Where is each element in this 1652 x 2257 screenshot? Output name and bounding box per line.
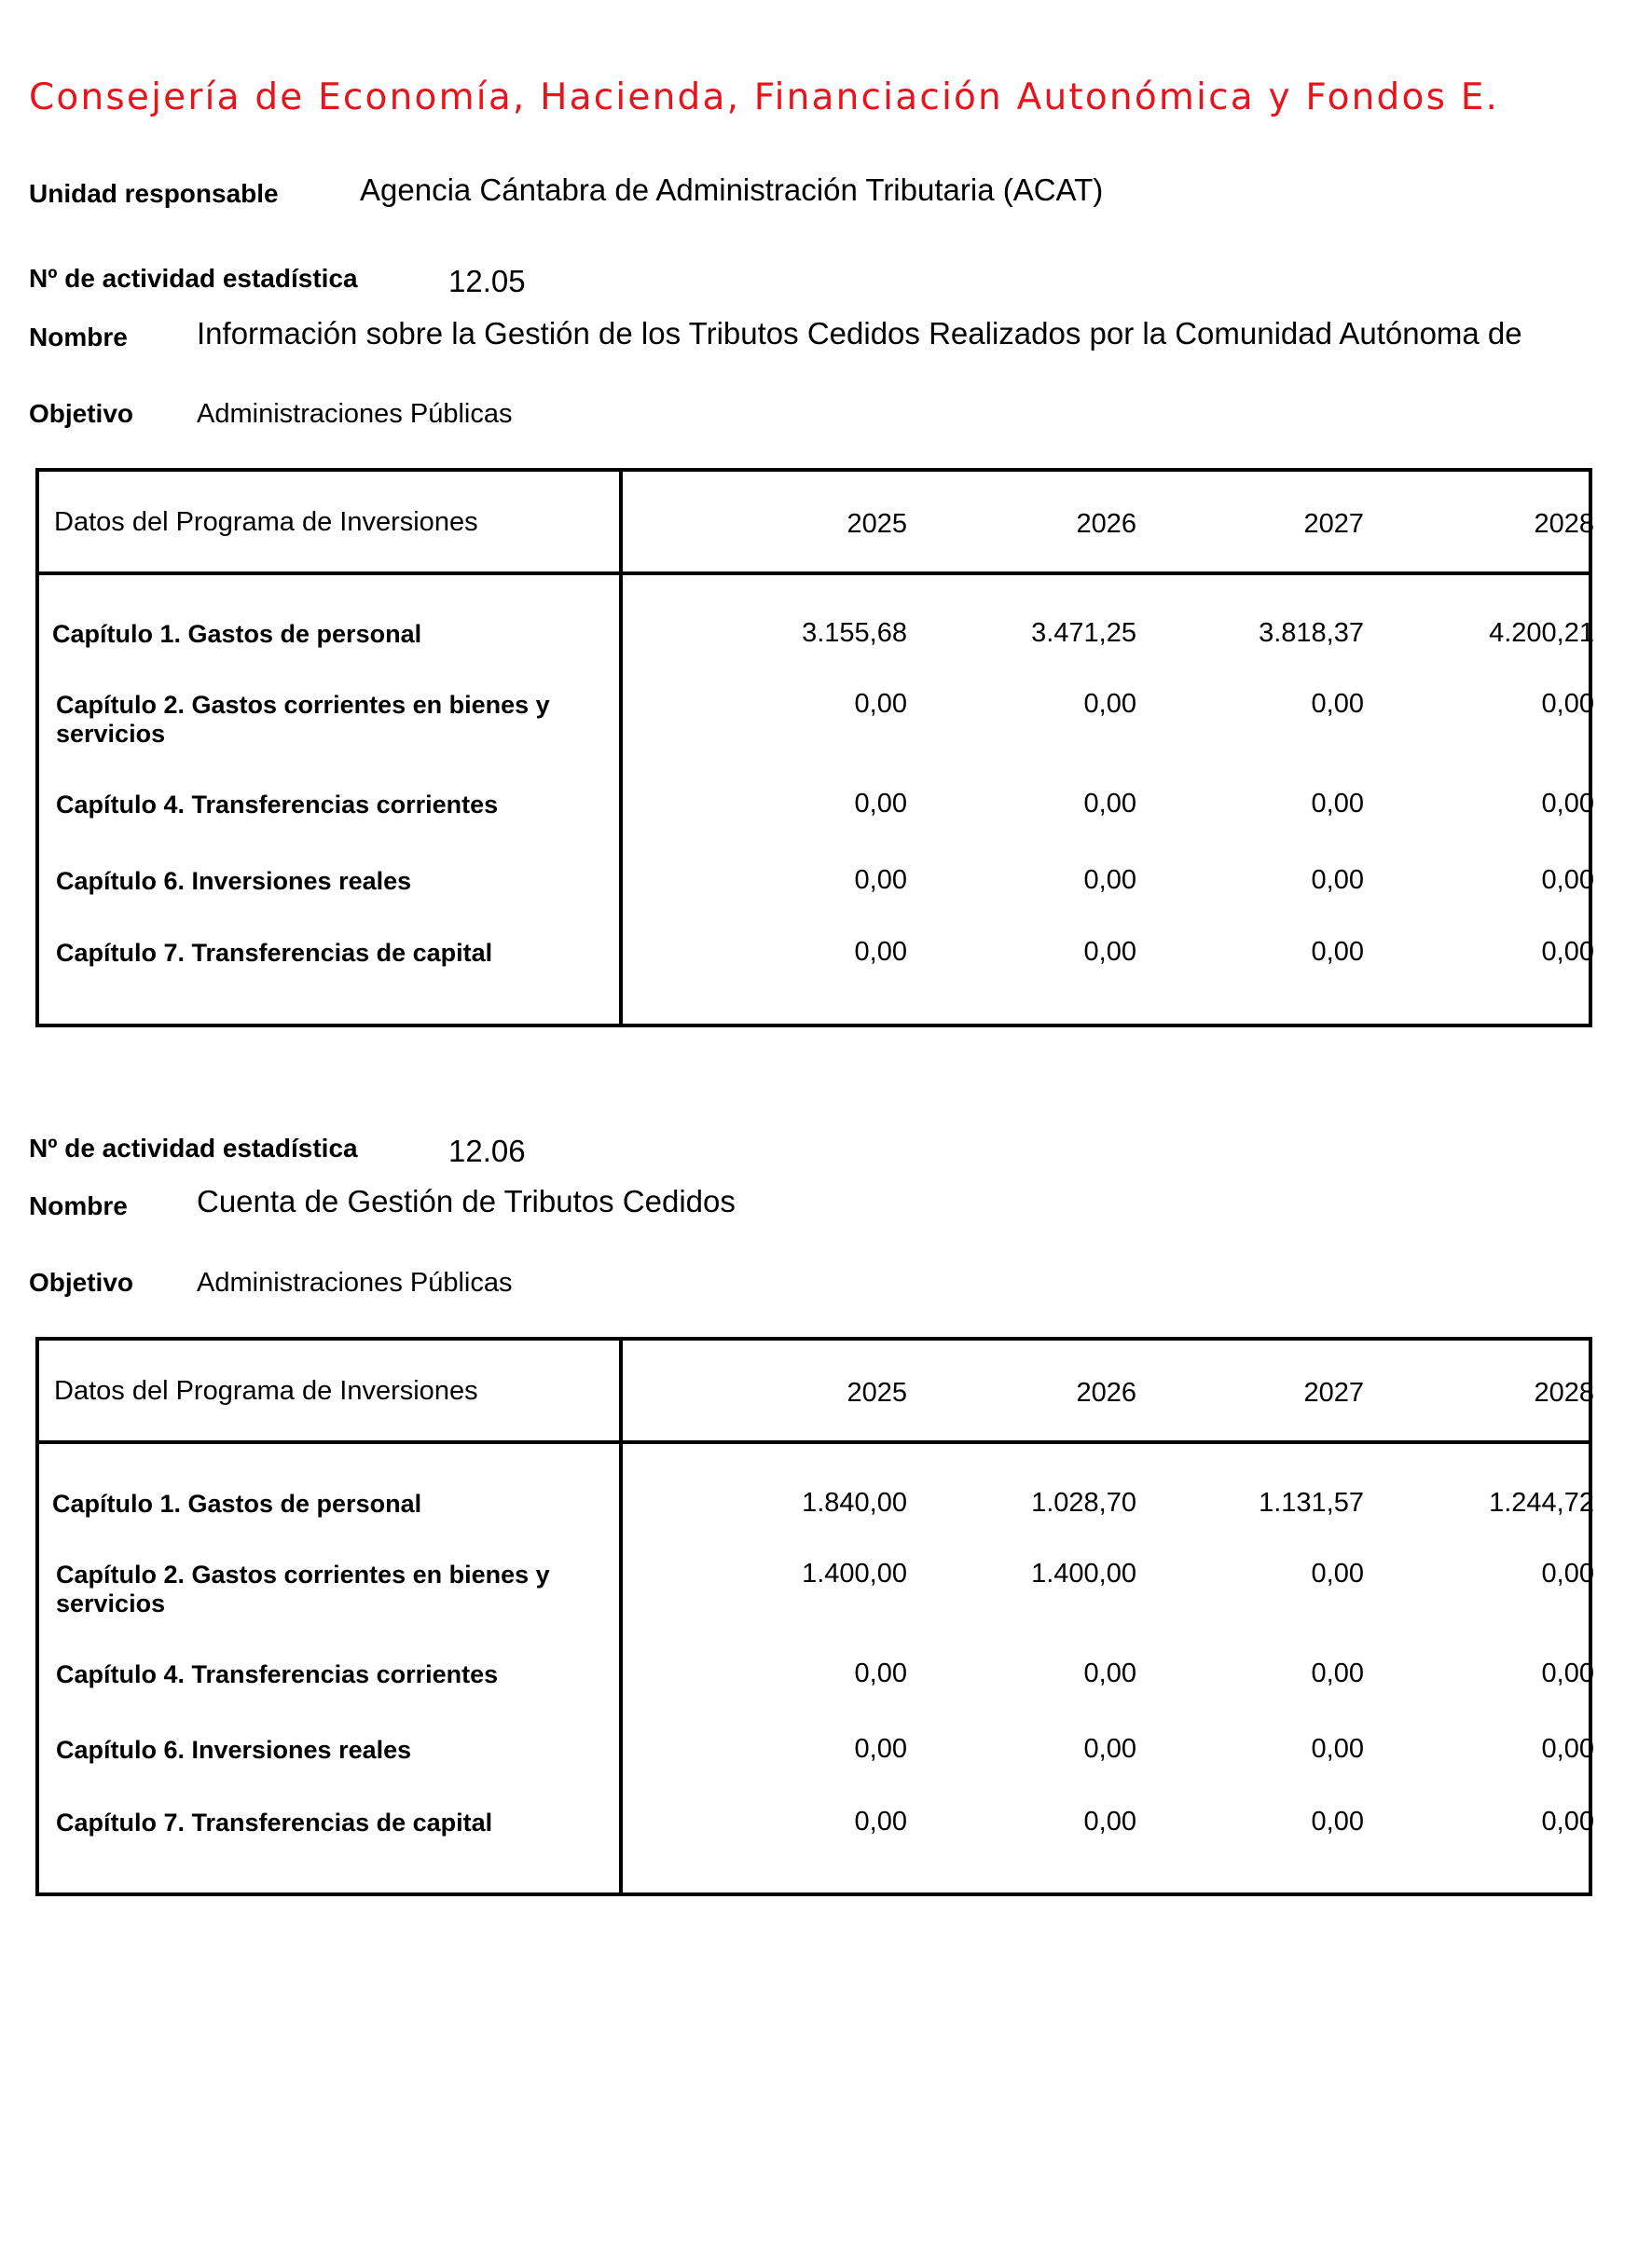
investment-table [35, 468, 1592, 1027]
column-divider [619, 472, 623, 1024]
cell-value: 0,00 [1083, 865, 1136, 895]
objetivo-label: Objetivo [29, 1268, 134, 1297]
nombre-value: Cuenta de Gestión de Tributos Cedidos [197, 1184, 736, 1218]
cell-value: 3.155,68 [802, 618, 907, 648]
nombre-label: Nombre [29, 323, 128, 351]
header-divider [39, 1440, 1589, 1444]
year-header: 2025 [847, 509, 907, 539]
cell-value: 0,00 [1083, 1658, 1136, 1688]
table-header-label: Datos del Programa de Inversiones [54, 1376, 478, 1406]
cell-value: 0,00 [1311, 937, 1364, 967]
year-header: 2027 [1303, 509, 1364, 539]
cell-value: 0,00 [1541, 1658, 1594, 1688]
cell-value: 0,00 [1541, 865, 1594, 895]
cell-value: 0,00 [1311, 789, 1364, 819]
cell-value: 0,00 [1083, 937, 1136, 967]
nombre-value: Información sobre la Gestión de los Tributos Cedidos Realizados por la Comunidad Autónoma de [197, 316, 1522, 351]
cell-value: 0,00 [854, 1658, 907, 1688]
row-label: Capítulo 2. Gastos corrientes en bienes y servicios [56, 1561, 550, 1617]
cell-value: 0,00 [1541, 1559, 1594, 1589]
objetivo-label: Objetivo [29, 399, 134, 428]
year-header: 2025 [847, 1378, 907, 1408]
cell-value: 1.131,57 [1259, 1488, 1364, 1518]
row-label: Capítulo 2. Gastos corrientes en bienes y servicios [56, 691, 550, 748]
year-header: 2028 [1534, 1378, 1594, 1408]
cell-value: 0,00 [1083, 1807, 1136, 1837]
nombre-label: Nombre [29, 1191, 128, 1220]
cell-value: 1.840,00 [802, 1488, 907, 1518]
cell-value: 0,00 [1311, 865, 1364, 895]
cell-value: 0,00 [854, 689, 907, 719]
cell-value: 0,00 [1311, 689, 1364, 719]
cell-value: 1.244,72 [1489, 1488, 1594, 1518]
cell-value: 3.471,25 [1031, 618, 1136, 648]
cell-value: 0,00 [854, 937, 907, 967]
year-header: 2026 [1076, 509, 1136, 539]
row-label: Capítulo 7. Transferencias de capital [56, 939, 493, 967]
row-label: Capítulo 4. Transferencias corrientes [56, 791, 499, 819]
table-header-label: Datos del Programa de Inversiones [54, 507, 478, 537]
cell-value: 3.818,37 [1259, 618, 1364, 648]
cell-value: 0,00 [854, 789, 907, 819]
year-header: 2027 [1303, 1378, 1364, 1408]
row-label: Capítulo 1. Gastos de personal [52, 1490, 422, 1518]
cell-value: 0,00 [1541, 1807, 1594, 1837]
activity-number-label: Nº de actividad estadística [29, 1134, 358, 1163]
cell-value: 0,00 [1311, 1734, 1364, 1764]
row-label: Capítulo 6. Inversiones reales [56, 867, 412, 895]
activity-number-label: Nº de actividad estadística [29, 264, 358, 293]
investment-table [35, 1337, 1592, 1896]
activity-number-value: 12.06 [448, 1134, 526, 1168]
year-header: 2028 [1534, 509, 1594, 539]
row-label: Capítulo 7. Transferencias de capital [56, 1809, 493, 1837]
cell-value: 0,00 [1541, 1734, 1594, 1764]
cell-value: 1.400,00 [802, 1559, 907, 1589]
row-label: Capítulo 6. Inversiones reales [56, 1736, 412, 1764]
cell-value: 4.200,21 [1489, 618, 1594, 648]
cell-value: 0,00 [1541, 937, 1594, 967]
cell-value: 0,00 [1541, 689, 1594, 719]
objetivo-value: Administraciones Públicas [197, 1268, 513, 1298]
cell-value: 0,00 [1311, 1658, 1364, 1688]
activity-number-value: 12.05 [448, 264, 526, 298]
cell-value: 0,00 [1541, 789, 1594, 819]
cell-value: 0,00 [854, 1807, 907, 1837]
cell-value: 1.400,00 [1031, 1559, 1136, 1589]
row-label: Capítulo 1. Gastos de personal [52, 620, 422, 648]
cell-value: 0,00 [1083, 689, 1136, 719]
unidad-value: Agencia Cántabra de Administración Tributaria (ACAT) [360, 172, 1104, 207]
header-divider [39, 571, 1589, 575]
cell-value: 0,00 [854, 865, 907, 895]
objetivo-value: Administraciones Públicas [197, 399, 513, 429]
cell-value: 1.028,70 [1031, 1488, 1136, 1518]
unidad-label: Unidad responsable [29, 179, 279, 208]
cell-value: 0,00 [1311, 1807, 1364, 1837]
column-divider [619, 1341, 623, 1892]
row-label: Capítulo 4. Transferencias corrientes [56, 1660, 499, 1688]
cell-value: 0,00 [854, 1734, 907, 1764]
department-header: Consejería de Economía, Hacienda, Financiación Autonómica y Fondos E. [29, 76, 1500, 118]
cell-value: 0,00 [1311, 1559, 1364, 1589]
cell-value: 0,00 [1083, 789, 1136, 819]
year-header: 2026 [1076, 1378, 1136, 1408]
cell-value: 0,00 [1083, 1734, 1136, 1764]
